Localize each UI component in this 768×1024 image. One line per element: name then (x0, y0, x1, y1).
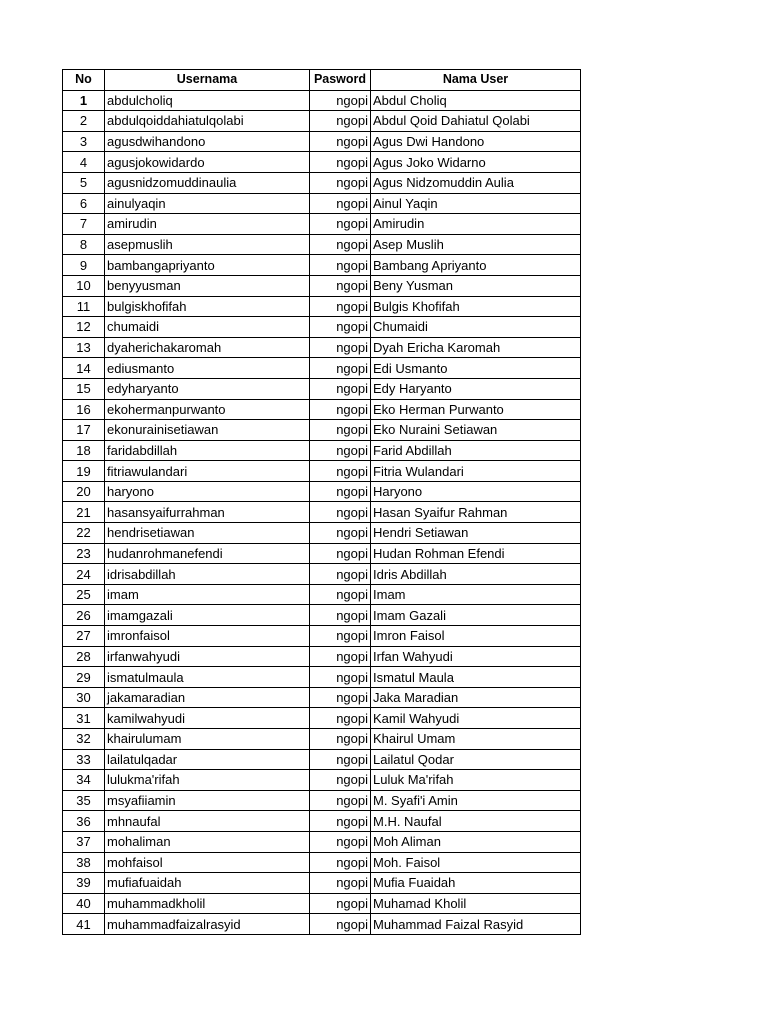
nama-user-cell: Lailatul Qodar (371, 749, 581, 770)
table-row (63, 152, 581, 173)
row-number: 4 (63, 152, 105, 173)
table-row (63, 523, 581, 544)
row-number: 33 (63, 749, 105, 770)
row-number: 41 (63, 914, 105, 935)
password-cell: ngopi (310, 543, 371, 564)
table-row (63, 749, 581, 770)
password-cell: ngopi (310, 378, 371, 399)
username-cell: mufiafuaidah (105, 873, 310, 894)
nama-user-cell: Haryono (371, 481, 581, 502)
table-row (63, 481, 581, 502)
password-cell: ngopi (310, 440, 371, 461)
nama-user-cell: Hudan Rohman Efendi (371, 543, 581, 564)
nama-user-cell: Moh. Faisol (371, 852, 581, 873)
nama-user-cell: Fitria Wulandari (371, 461, 581, 482)
username-cell: benyyusman (105, 275, 310, 296)
password-cell: ngopi (310, 399, 371, 420)
password-cell: ngopi (310, 667, 371, 688)
password-cell: ngopi (310, 131, 371, 152)
table-body (63, 90, 581, 934)
table-row (63, 584, 581, 605)
table-row (63, 214, 581, 235)
nama-user-cell: Asep Muslih (371, 234, 581, 255)
nama-user-cell: M. Syafi'i Amin (371, 790, 581, 811)
row-number: 18 (63, 440, 105, 461)
username-cell: hendrisetiawan (105, 523, 310, 544)
table-row (63, 317, 581, 338)
row-number: 30 (63, 687, 105, 708)
nama-user-cell: Kamil Wahyudi (371, 708, 581, 729)
password-cell: ngopi (310, 296, 371, 317)
table-row (63, 729, 581, 750)
password-cell: ngopi (310, 708, 371, 729)
nama-user-cell: Muhammad Faizal Rasyid (371, 914, 581, 935)
nama-user-cell: Dyah Ericha Karomah (371, 337, 581, 358)
nama-user-cell: Edi Usmanto (371, 358, 581, 379)
row-number: 40 (63, 893, 105, 914)
nama-user-cell: Chumaidi (371, 317, 581, 338)
password-cell: ngopi (310, 873, 371, 894)
password-cell: ngopi (310, 770, 371, 791)
nama-user-cell: Ismatul Maula (371, 667, 581, 688)
password-cell: ngopi (310, 626, 371, 647)
password-cell: ngopi (310, 852, 371, 873)
password-cell: ngopi (310, 111, 371, 132)
username-cell: ekohermanpurwanto (105, 399, 310, 420)
password-cell: ngopi (310, 420, 371, 441)
username-cell: agusdwihandono (105, 131, 310, 152)
password-cell: ngopi (310, 729, 371, 750)
nama-user-cell: Agus Dwi Handono (371, 131, 581, 152)
password-cell: ngopi (310, 523, 371, 544)
nama-user-cell: Edy Haryanto (371, 378, 581, 399)
row-number: 11 (63, 296, 105, 317)
password-cell: ngopi (310, 811, 371, 832)
password-cell: ngopi (310, 749, 371, 770)
username-cell: imam (105, 584, 310, 605)
username-cell: hudanrohmanefendi (105, 543, 310, 564)
password-cell: ngopi (310, 234, 371, 255)
row-number: 15 (63, 378, 105, 399)
row-number: 7 (63, 214, 105, 235)
username-cell: mohaliman (105, 831, 310, 852)
header-password: Pasword (310, 70, 371, 91)
nama-user-cell: Mufia Fuaidah (371, 873, 581, 894)
table-row (63, 626, 581, 647)
row-number: 24 (63, 564, 105, 585)
password-cell: ngopi (310, 564, 371, 585)
username-cell: msyafiiamin (105, 790, 310, 811)
password-cell: ngopi (310, 255, 371, 276)
row-number: 5 (63, 172, 105, 193)
nama-user-cell: Eko Herman Purwanto (371, 399, 581, 420)
nama-user-cell: Moh Aliman (371, 831, 581, 852)
table-row (63, 790, 581, 811)
table-row (63, 234, 581, 255)
nama-user-cell: Farid Abdillah (371, 440, 581, 461)
username-cell: ainulyaqin (105, 193, 310, 214)
table-row (63, 914, 581, 935)
username-cell: khairulumam (105, 729, 310, 750)
table-row (63, 399, 581, 420)
table-row (63, 172, 581, 193)
password-cell: ngopi (310, 481, 371, 502)
password-cell: ngopi (310, 214, 371, 235)
row-number: 9 (63, 255, 105, 276)
table-row (63, 358, 581, 379)
row-number: 17 (63, 420, 105, 441)
username-cell: asepmuslih (105, 234, 310, 255)
password-cell: ngopi (310, 914, 371, 935)
header-no: No (63, 70, 105, 91)
nama-user-cell: Bambang Apriyanto (371, 255, 581, 276)
row-number: 23 (63, 543, 105, 564)
row-number: 16 (63, 399, 105, 420)
nama-user-cell: Abdul Choliq (371, 90, 581, 111)
table-row (63, 420, 581, 441)
username-cell: amirudin (105, 214, 310, 235)
password-cell: ngopi (310, 646, 371, 667)
table-row (63, 111, 581, 132)
username-cell: bulgiskhofifah (105, 296, 310, 317)
row-number: 39 (63, 873, 105, 894)
table-row (63, 461, 581, 482)
username-cell: ekonurainisetiawan (105, 420, 310, 441)
nama-user-cell: Hasan Syaifur Rahman (371, 502, 581, 523)
password-cell: ngopi (310, 193, 371, 214)
user-table (62, 69, 581, 935)
row-number: 36 (63, 811, 105, 832)
header-username: Usernama (105, 70, 310, 91)
row-number: 22 (63, 523, 105, 544)
password-cell: ngopi (310, 461, 371, 482)
table-row (63, 564, 581, 585)
row-number: 10 (63, 275, 105, 296)
nama-user-cell: Imron Faisol (371, 626, 581, 647)
table-row (63, 378, 581, 399)
password-cell: ngopi (310, 317, 371, 338)
table-row (63, 255, 581, 276)
row-number: 38 (63, 852, 105, 873)
table-row (63, 131, 581, 152)
row-number: 8 (63, 234, 105, 255)
table-row (63, 708, 581, 729)
row-number: 21 (63, 502, 105, 523)
password-cell: ngopi (310, 152, 371, 173)
username-cell: ediusmanto (105, 358, 310, 379)
username-cell: muhammadkholil (105, 893, 310, 914)
username-cell: irfanwahyudi (105, 646, 310, 667)
username-cell: idrisabdillah (105, 564, 310, 585)
row-number: 3 (63, 131, 105, 152)
username-cell: imamgazali (105, 605, 310, 626)
username-cell: hasansyaifurrahman (105, 502, 310, 523)
row-number: 1 (63, 90, 105, 111)
row-number: 31 (63, 708, 105, 729)
nama-user-cell: Amirudin (371, 214, 581, 235)
table-row (63, 296, 581, 317)
table-row (63, 337, 581, 358)
password-cell: ngopi (310, 275, 371, 296)
row-number: 20 (63, 481, 105, 502)
header-row (63, 70, 581, 91)
table-row (63, 831, 581, 852)
nama-user-cell: Irfan Wahyudi (371, 646, 581, 667)
password-cell: ngopi (310, 337, 371, 358)
password-cell: ngopi (310, 790, 371, 811)
nama-user-cell: Eko Nuraini Setiawan (371, 420, 581, 441)
password-cell: ngopi (310, 584, 371, 605)
nama-user-cell: Muhamad Kholil (371, 893, 581, 914)
username-cell: ismatulmaula (105, 667, 310, 688)
username-cell: haryono (105, 481, 310, 502)
row-number: 35 (63, 790, 105, 811)
nama-user-cell: Agus Nidzomuddin Aulia (371, 172, 581, 193)
password-cell: ngopi (310, 172, 371, 193)
username-cell: mohfaisol (105, 852, 310, 873)
username-cell: chumaidi (105, 317, 310, 338)
table-row (63, 687, 581, 708)
row-number: 26 (63, 605, 105, 626)
table-row (63, 852, 581, 873)
username-cell: kamilwahyudi (105, 708, 310, 729)
row-number: 14 (63, 358, 105, 379)
username-cell: lulukma'rifah (105, 770, 310, 791)
password-cell: ngopi (310, 502, 371, 523)
nama-user-cell: Ainul Yaqin (371, 193, 581, 214)
username-cell: faridabdillah (105, 440, 310, 461)
nama-user-cell: Imam (371, 584, 581, 605)
table-row (63, 90, 581, 111)
table-row (63, 811, 581, 832)
nama-user-cell: Abdul Qoid Dahiatul Qolabi (371, 111, 581, 132)
table-row (63, 646, 581, 667)
row-number: 29 (63, 667, 105, 688)
password-cell: ngopi (310, 605, 371, 626)
row-number: 19 (63, 461, 105, 482)
username-cell: agusnidzomuddinaulia (105, 172, 310, 193)
table-row (63, 605, 581, 626)
table-row (63, 193, 581, 214)
password-cell: ngopi (310, 831, 371, 852)
table-row (63, 893, 581, 914)
nama-user-cell: Agus Joko Widarno (371, 152, 581, 173)
row-number: 28 (63, 646, 105, 667)
username-cell: dyaherichakaromah (105, 337, 310, 358)
nama-user-cell: Khairul Umam (371, 729, 581, 750)
username-cell: muhammadfaizalrasyid (105, 914, 310, 935)
header-nama-user: Nama User (371, 70, 581, 91)
username-cell: abdulqoiddahiatulqolabi (105, 111, 310, 132)
password-cell: ngopi (310, 893, 371, 914)
row-number: 12 (63, 317, 105, 338)
nama-user-cell: M.H. Naufal (371, 811, 581, 832)
row-number: 34 (63, 770, 105, 791)
row-number: 25 (63, 584, 105, 605)
username-cell: imronfaisol (105, 626, 310, 647)
username-cell: abdulcholiq (105, 90, 310, 111)
username-cell: agusjokowidardo (105, 152, 310, 173)
username-cell: edyharyanto (105, 378, 310, 399)
password-cell: ngopi (310, 687, 371, 708)
nama-user-cell: Imam Gazali (371, 605, 581, 626)
username-cell: lailatulqadar (105, 749, 310, 770)
nama-user-cell: Luluk Ma'rifah (371, 770, 581, 791)
row-number: 32 (63, 729, 105, 750)
nama-user-cell: Bulgis Khofifah (371, 296, 581, 317)
table-row (63, 440, 581, 461)
row-number: 2 (63, 111, 105, 132)
row-number: 37 (63, 831, 105, 852)
table-row (63, 770, 581, 791)
table-row (63, 543, 581, 564)
table-row (63, 275, 581, 296)
row-number: 27 (63, 626, 105, 647)
nama-user-cell: Beny Yusman (371, 275, 581, 296)
row-number: 13 (63, 337, 105, 358)
password-cell: ngopi (310, 90, 371, 111)
table-row (63, 502, 581, 523)
row-number: 6 (63, 193, 105, 214)
table-row (63, 667, 581, 688)
username-cell: jakamaradian (105, 687, 310, 708)
nama-user-cell: Jaka Maradian (371, 687, 581, 708)
password-cell: ngopi (310, 358, 371, 379)
nama-user-cell: Hendri Setiawan (371, 523, 581, 544)
username-cell: mhnaufal (105, 811, 310, 832)
username-cell: fitriawulandari (105, 461, 310, 482)
nama-user-cell: Idris Abdillah (371, 564, 581, 585)
table-row (63, 873, 581, 894)
username-cell: bambangapriyanto (105, 255, 310, 276)
